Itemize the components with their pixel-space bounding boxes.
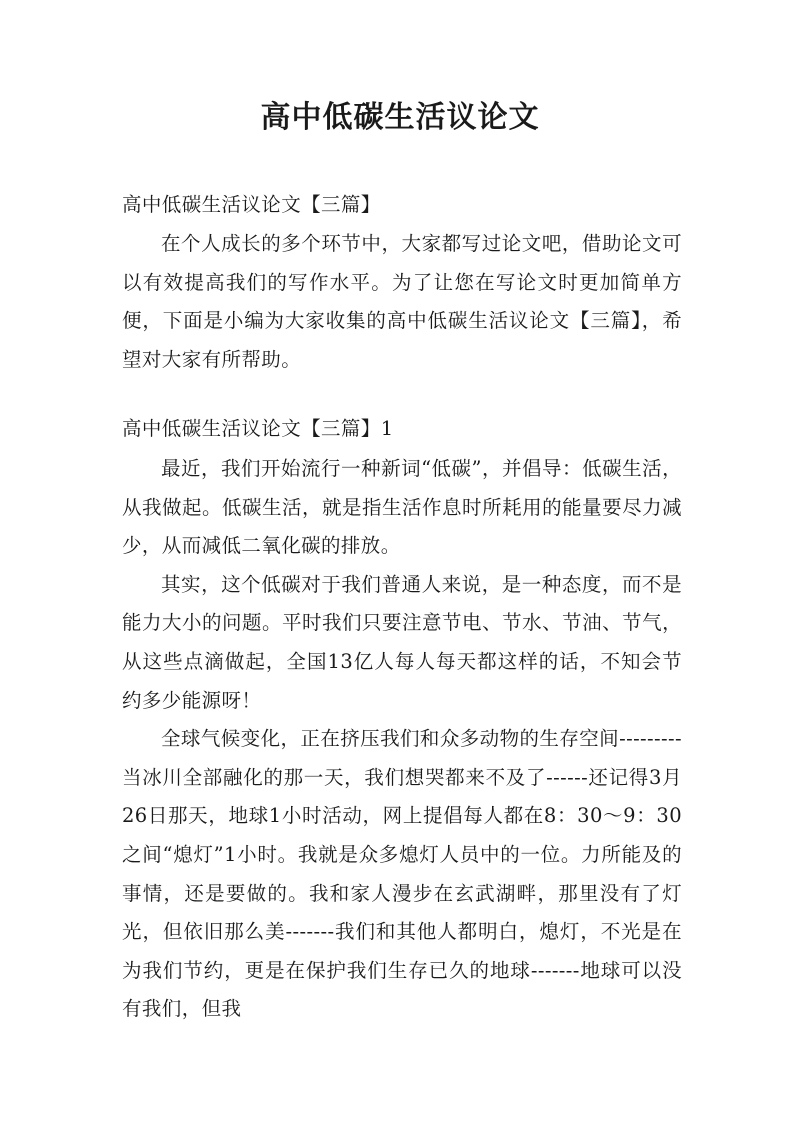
intro-heading-text: 高中低碳生活议论文【三篇】 — [122, 193, 381, 216]
section1-paragraph-3: 全球气候变化，正在挤压我们和众多动物的生存空间---------当冰川全部融化的那一天，我们想哭都来不及了------还记得3月26日那天，地球1小时活动，网上提倡每人都在8：30～9：30之间“熄灯”1小时。我就是众多熄灯人员中的一位。力所能及的事情，还是要做的。我和家人漫步在玄武湖畔，那里没有了灯光，但依旧那么美-------我们和其他人都明白，熄灯，不光是在为我们节约，更是在保护我们生存已久的地球-------地球可以没有我们，但我 — [122, 727, 682, 1021]
section1-heading-text: 高中低碳生活议论文【三篇】1 — [122, 417, 394, 440]
section1-body — [122, 450, 682, 1029]
document-title: 高中低碳生活议论文 — [260, 100, 540, 135]
intro-section — [122, 225, 682, 379]
intro-paragraph: 在个人成长的多个环节中，大家都写过论文吧，借助论文可以有效提高我们的写作水平。为了让您在写论文时更加简单方便，下面是小编为大家收集的高中低碳生活议论文【三篇】，希望对大家有所帮助。 — [122, 232, 682, 371]
section1-paragraph-1: 最近，我们开始流行一种新词“低碳”，并倡导：低碳生活，从我做起。低碳生活，就是指生活作息时所耗用的能量要尽力减少，从而减低二氧化碳的排放。 — [122, 457, 682, 558]
section1-paragraph-2: 其实，这个低碳对于我们普通人来说，是一种态度，而不是能力大小的问题。平时我们只要注意节电、节水、节油、节气，从这些点滴做起，全国13亿人每人每天都这样的话，不知会节约多少能源呀！ — [122, 572, 682, 712]
section1-heading — [122, 410, 682, 449]
intro-heading — [122, 186, 682, 225]
